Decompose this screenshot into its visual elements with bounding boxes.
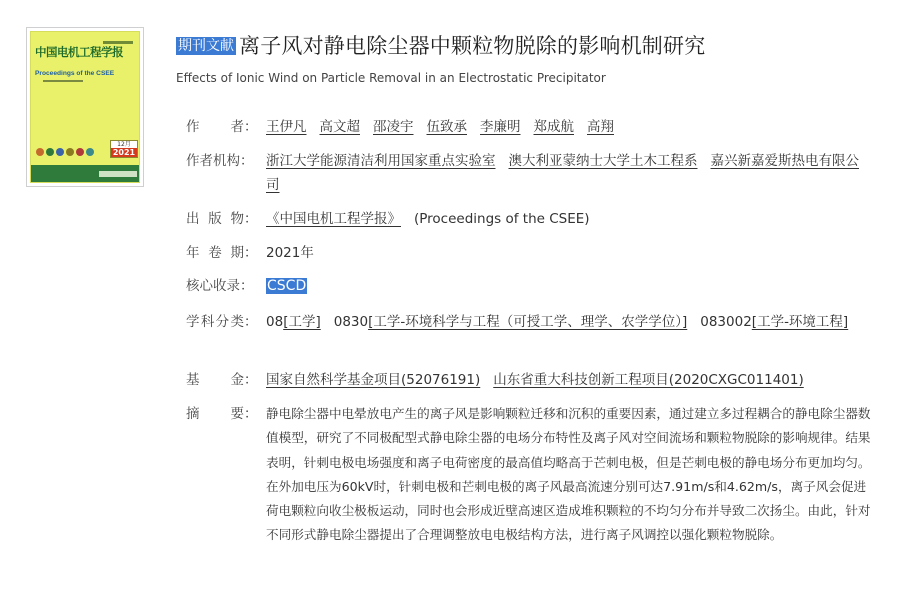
cover-journal-cn: 中国电机工程学报 — [35, 45, 123, 59]
cover-image — [30, 31, 140, 183]
authors-row — [186, 115, 870, 139]
english-title: Effects of Ionic Wind on Particle Removal in an Electrostatic Precipitator — [176, 71, 606, 85]
abstract-text: 静电除尘器中电晕放电产生的离子风是影响颗粒迁移和沉积的重要因素，通过建立多过程耦合的静电除尘器数值模型，研究了不同极配型式静电除尘器的电场分布特性及离子风对空间流场和颗粒物脱除的影响规律。结果表明，针刺电极电场强度和离子电荷密度的最高值均略高于芒刺电极，但是芒刺电极的静电场分布更加均匀。在外加电压为60kV时，针刺电极和芒刺电极的离子风最高流速分别可达7.91m/s和4.62m/s，离子风会促进荷电颗粒向收尘极板运动，同时也会形成近壁高速区造成堆积颗粒的不均匀分布并导致二次扬尘。由此，针对不同形式静电除尘器提出了合理调整放电电极结构方法，进行离子风调控以强化颗粒物脱除。 — [266, 406, 871, 543]
subject-link[interactable]: [工学-环境科学与工程（可授工学、理学、农学学位）] — [368, 314, 688, 330]
logo-icon — [76, 148, 84, 156]
subject-link[interactable]: [工学-环境工程] — [751, 314, 849, 330]
year-issue-row — [186, 241, 870, 265]
cover-decoration-line — [43, 80, 83, 82]
affiliations-list — [266, 149, 870, 197]
authors-label: 作 者 ： — [186, 119, 258, 135]
subject-code: 083002 — [700, 314, 752, 330]
cover-year: 2021 — [112, 148, 136, 157]
cover-logos — [36, 148, 94, 156]
subject-label: 学 科 分 类 ： — [186, 314, 258, 330]
affiliations-label: 作者机构： — [186, 153, 254, 169]
logo-icon — [36, 148, 44, 156]
publisher-logo — [99, 171, 137, 177]
author-link[interactable]: 邵凌宇 — [373, 119, 414, 135]
core-index-label: 核心收录： — [186, 278, 254, 294]
fund-list — [266, 368, 870, 392]
author-link[interactable]: 高翔 — [587, 119, 614, 135]
journal-en-name: (Proceedings of the CSEE) — [414, 211, 590, 227]
fund-row — [186, 368, 870, 392]
logo-icon — [86, 148, 94, 156]
publication-row — [186, 207, 870, 231]
author-link[interactable]: 伍致承 — [426, 119, 467, 135]
author-link[interactable]: 郑成航 — [533, 119, 574, 135]
subject-list — [266, 310, 870, 334]
core-index-value — [266, 274, 870, 298]
cover-bottom-band — [31, 165, 139, 182]
subject-link[interactable]: [工学] — [283, 314, 321, 330]
journal-cover[interactable] — [26, 27, 144, 187]
journal-link[interactable]: 《中国电机工程学报》 — [266, 211, 401, 227]
author-link[interactable]: 李廉明 — [480, 119, 521, 135]
doc-type-badge: 期刊文献 — [178, 38, 234, 54]
logo-icon — [46, 148, 54, 156]
subject-code: 08 — [266, 314, 284, 330]
subject-code: 0830 — [333, 314, 369, 330]
abstract-row — [186, 402, 878, 548]
cover-issue-date — [110, 140, 138, 158]
cover-journal-en: Proceedings of the CSEE — [35, 70, 115, 77]
affiliation-link[interactable]: 澳大利亚蒙纳士大学土木工程系 — [508, 153, 698, 169]
cover-month: 12月 — [117, 141, 131, 148]
core-index-row — [186, 274, 870, 298]
fund-link[interactable]: 国家自然科学基金项目(52076191) — [266, 372, 481, 388]
core-index-tag: CSCD — [267, 278, 307, 294]
abstract-label: 摘 要 ： — [186, 406, 258, 422]
title-line — [176, 31, 896, 61]
authors-list — [266, 115, 870, 139]
affiliations-row — [186, 149, 870, 197]
logo-icon — [56, 148, 64, 156]
publication-label: 出 版 物 ： — [186, 211, 258, 227]
author-link[interactable]: 高文超 — [319, 119, 360, 135]
year-issue-value: 2021年 — [266, 245, 314, 261]
fund-link[interactable]: 山东省重大科技创新工程项目(2020CXGC011401) — [493, 372, 804, 388]
year-issue-label: 年 卷 期 ： — [186, 245, 258, 261]
fund-label: 基 金 ： — [186, 372, 258, 388]
publication-value — [266, 207, 870, 231]
page-title: 离子风对静电除尘器中颗粒物脱除的影响机制研究 — [239, 34, 706, 58]
author-link[interactable]: 王伊凡 — [266, 119, 307, 135]
subject-row — [186, 310, 870, 334]
logo-icon — [66, 148, 74, 156]
affiliation-link[interactable]: 嘉兴新嘉爱斯热电有限公司 — [266, 153, 859, 193]
affiliation-link[interactable]: 浙江大学能源清洁利用国家重点实验室 — [266, 153, 496, 169]
